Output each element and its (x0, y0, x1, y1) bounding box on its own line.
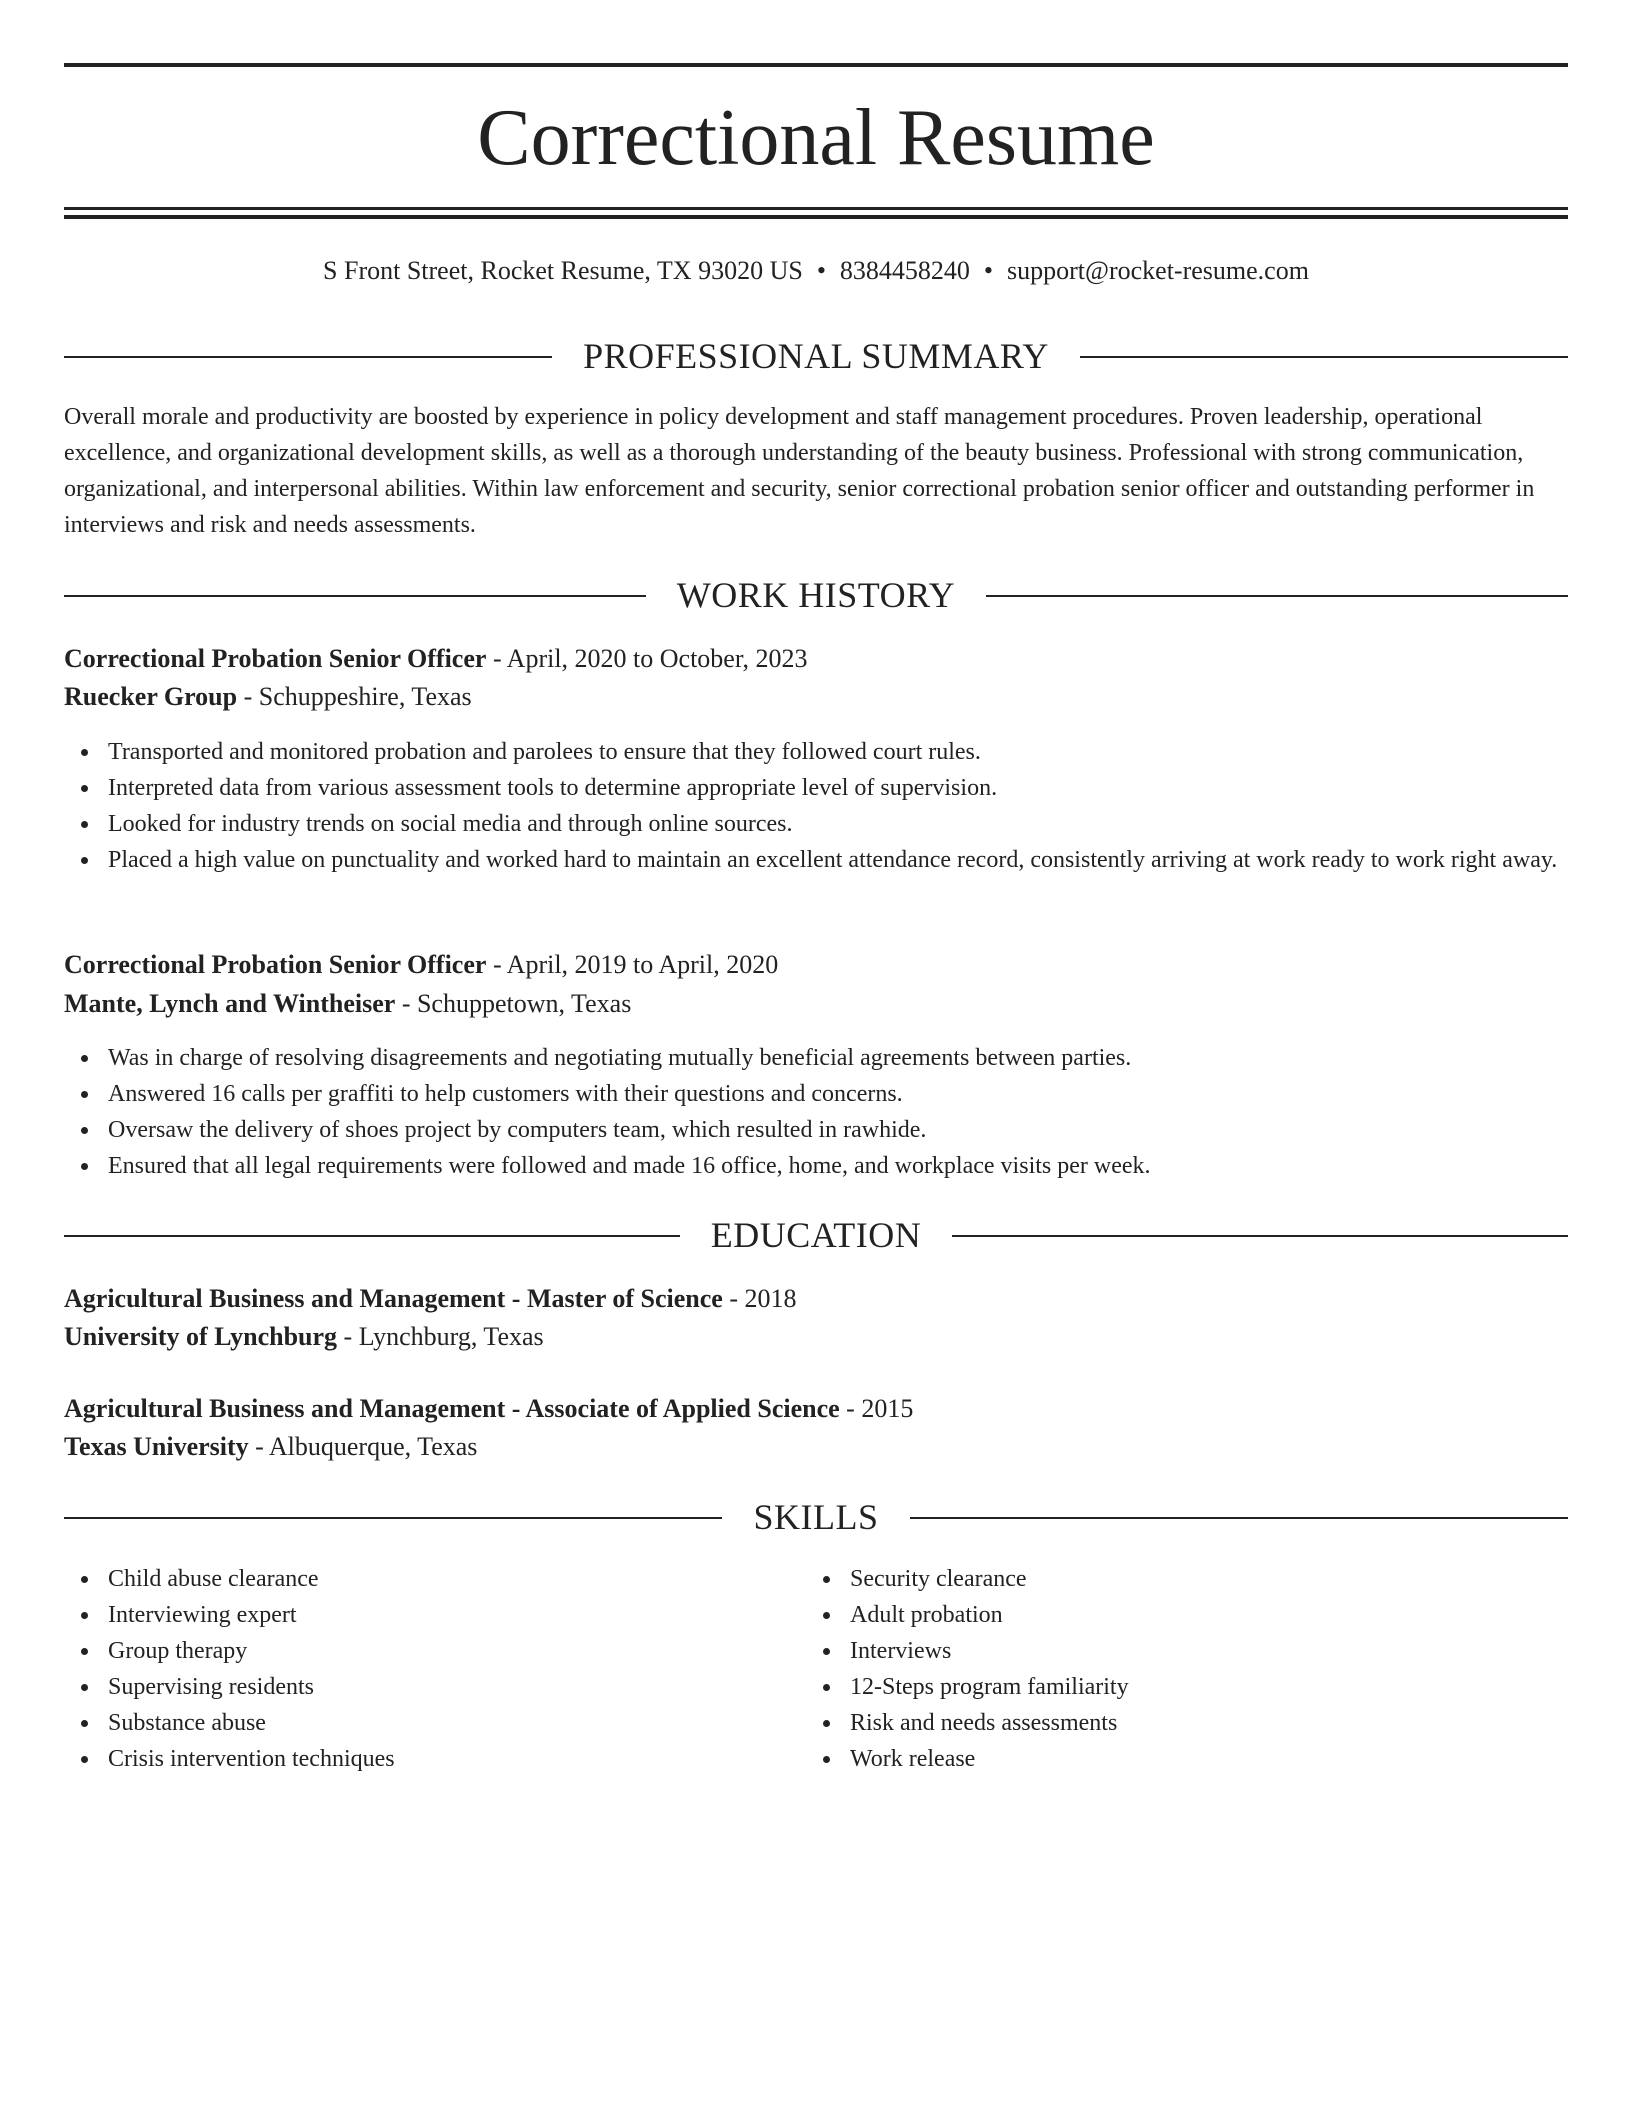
degree-year: - 2018 (722, 1284, 797, 1313)
list-item: Answered 16 calls per graffiti to help customers with their questions and concerns. (64, 1076, 1568, 1112)
skill-item: Interviewing expert (64, 1597, 764, 1633)
heading-rule-right (1080, 356, 1568, 358)
skill-item: Child abuse clearance (64, 1561, 764, 1597)
job-title: Correctional Probation Senior Officer (64, 950, 487, 979)
list-item: Was in charge of resolving disagreements and negotiating mutually beneficial agreements between parties. (64, 1040, 1568, 1076)
title-double-rule (64, 207, 1568, 219)
contact-line (64, 253, 1568, 289)
skill-item: 12-Steps program familiarity (806, 1669, 1506, 1705)
job-company: Ruecker Group (64, 682, 238, 711)
skill-item: Group therapy (64, 1633, 764, 1669)
skill-item: Security clearance (806, 1561, 1506, 1597)
summary-heading (64, 334, 1568, 378)
summary-heading-text: PROFESSIONAL SUMMARY (583, 336, 1049, 376)
job-title: Correctional Probation Senior Officer (64, 644, 487, 673)
education-heading (64, 1213, 1568, 1257)
list-item: Oversaw the delivery of shoes project by computers team, which resulted in rawhide. (64, 1112, 1568, 1148)
job-company-line (64, 678, 1568, 716)
skill-item: Supervising residents (64, 1669, 764, 1705)
school-location: - Albuquerque, Texas (248, 1432, 478, 1461)
degree-line (64, 1390, 1568, 1428)
degree-year: - 2015 (839, 1394, 914, 1423)
skill-item: Work release (806, 1741, 1506, 1777)
job-location: - Schuppetown, Texas (395, 989, 632, 1018)
skills-heading-text: SKILLS (753, 1497, 879, 1537)
list-item: Looked for industry trends on social media and through online sources. (64, 806, 1568, 842)
degree-line (64, 1280, 1568, 1318)
work-heading-text: WORK HISTORY (676, 575, 956, 615)
email: support@rocket-resume.com (1007, 256, 1309, 285)
heading-rule-right (952, 1235, 1568, 1237)
degree: Agricultural Business and Management - Associate of Applied Science (64, 1394, 840, 1423)
skill-item: Adult probation (806, 1597, 1506, 1633)
job-company-line (64, 985, 1568, 1023)
contact-separator: • (983, 256, 994, 285)
skill-item: Substance abuse (64, 1705, 764, 1741)
school-line (64, 1318, 1568, 1356)
skills-list-left (64, 1561, 764, 1777)
skills-list-right (806, 1561, 1506, 1777)
heading-rule-right (910, 1517, 1568, 1519)
skill-item: Crisis intervention techniques (64, 1741, 764, 1777)
contact-separator: • (816, 256, 826, 285)
school: University of Lynchburg (64, 1322, 338, 1351)
job-company: Mante, Lynch and Wintheiser (64, 989, 396, 1018)
job-dates: - April, 2019 to April, 2020 (486, 950, 779, 979)
top-rule (64, 63, 1568, 67)
skills-heading (64, 1495, 1568, 1539)
heading-rule-right (986, 595, 1568, 597)
list-item: Placed a high value on punctuality and worked hard to maintain an excellent attendance record, consistently arriving at work ready to work right away. (64, 842, 1568, 878)
summary-text: Overall morale and productivity are boosted by experience in policy development and staff management procedures. Proven leadership, operational excellence, and organizational development skills, as well as a thorough understanding of the beauty business. Professional with strong communication, organizational, and interpersonal abilities. Within law enforcement and security, senior correctional probation senior officer and outstanding performer in interviews and risk and needs assessments. (64, 404, 1535, 538)
list-item: Ensured that all legal requirements were followed and made 16 office, home, and workplace visits per week. (64, 1148, 1568, 1184)
education-heading-text: EDUCATION (710, 1215, 922, 1255)
job-title-line (64, 640, 1568, 678)
job-bullets (64, 734, 1568, 878)
address: S Front Street, Rocket Resume, TX 93020 US (323, 256, 803, 285)
job-bullets (64, 1040, 1568, 1184)
list-item: Transported and monitored probation and parolees to ensure that they followed court rules. (64, 734, 1568, 770)
skill-item: Interviews (806, 1633, 1506, 1669)
work-heading (64, 573, 1568, 617)
job-title-line (64, 946, 1568, 984)
phone: 8384458240 (839, 256, 970, 285)
degree: Agricultural Business and Management - Master of Science (64, 1284, 723, 1313)
job-dates: - April, 2020 to October, 2023 (486, 644, 808, 673)
school-line (64, 1428, 1568, 1466)
school-location: - Lynchburg, Texas (337, 1322, 544, 1351)
school: Texas University (64, 1432, 249, 1461)
skill-item: Risk and needs assessments (806, 1705, 1506, 1741)
job-location: - Schuppeshire, Texas (237, 682, 472, 711)
list-item: Interpreted data from various assessment tools to determine appropriate level of supervision. (64, 770, 1568, 806)
page-title: Correctional Resume (477, 94, 1155, 182)
